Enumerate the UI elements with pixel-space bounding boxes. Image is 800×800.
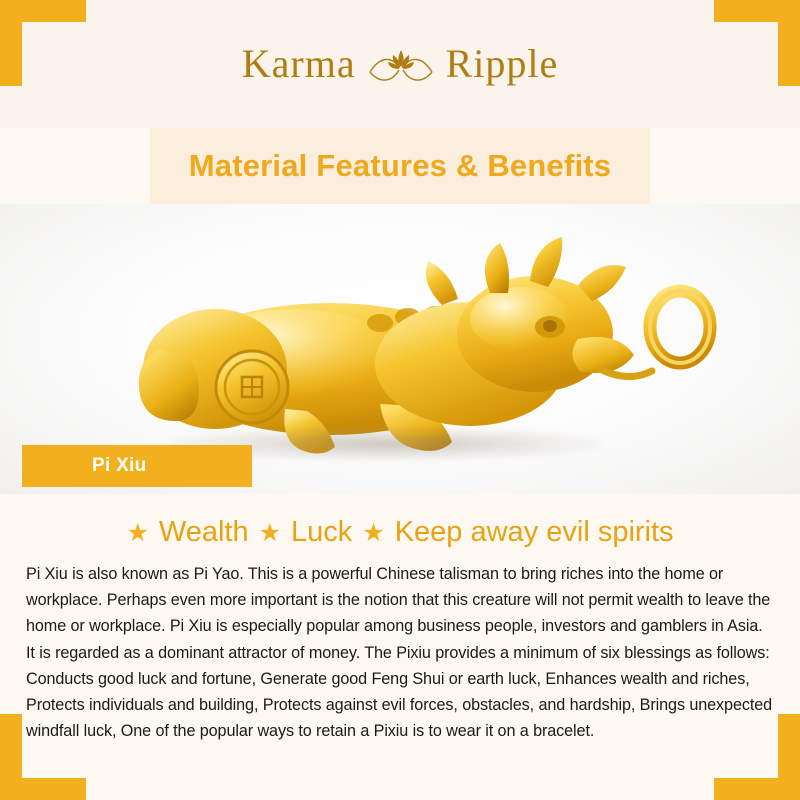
frame-bottom-right-vertical <box>778 714 800 800</box>
brand-name-first: Karma <box>241 41 356 86</box>
star-icon: ★ <box>258 518 282 547</box>
brand-name-second: Ripple <box>445 41 559 86</box>
star-icon: ★ <box>126 518 149 547</box>
page-title: Material Features & Benefits <box>188 148 612 183</box>
frame-bottom-left-vertical <box>0 714 22 800</box>
benefit-luck: Luck <box>291 516 353 548</box>
frame-top-right-vertical <box>778 0 800 86</box>
benefit-wealth: Wealth <box>158 516 249 548</box>
caption-label: Pi Xiu <box>92 455 147 476</box>
lotus-flower-icon <box>366 42 436 86</box>
product-caption <box>22 445 252 487</box>
benefits-row <box>26 516 774 549</box>
brand-logo <box>242 42 559 86</box>
description-paragraph: Pi Xiu is also known as Pi Yao. This is a powerful Chinese talisman to bring riches into the home or workplace. Perhaps even more important is the notion that this creature will not permit wealth to leave the home or workplace. Pi Xiu is especially popular among business people, investors and gamblers in Asia. It is regarded as a dominant attractor of money. The Pixiu provides a minimum of six blessings as follows: Conducts good luck and fortune, Generate good Feng Shui or earth luck, Enhances wealth and riches, Protects individuals and building, Protects against evil forces, obstacles, and hardship, Brings unexpected windfall luck, One of the popular ways to retain a Pixiu is to wear it on a bracelet. <box>26 565 773 741</box>
star-icon: ★ <box>362 518 385 547</box>
section-title-band <box>0 128 800 204</box>
description-section <box>0 494 800 800</box>
frame-top-left-vertical <box>0 0 22 86</box>
benefit-evil-spirits: Keep away evil spirits <box>394 516 674 548</box>
pixiu-illustration <box>80 219 720 479</box>
brand-header <box>0 0 800 128</box>
